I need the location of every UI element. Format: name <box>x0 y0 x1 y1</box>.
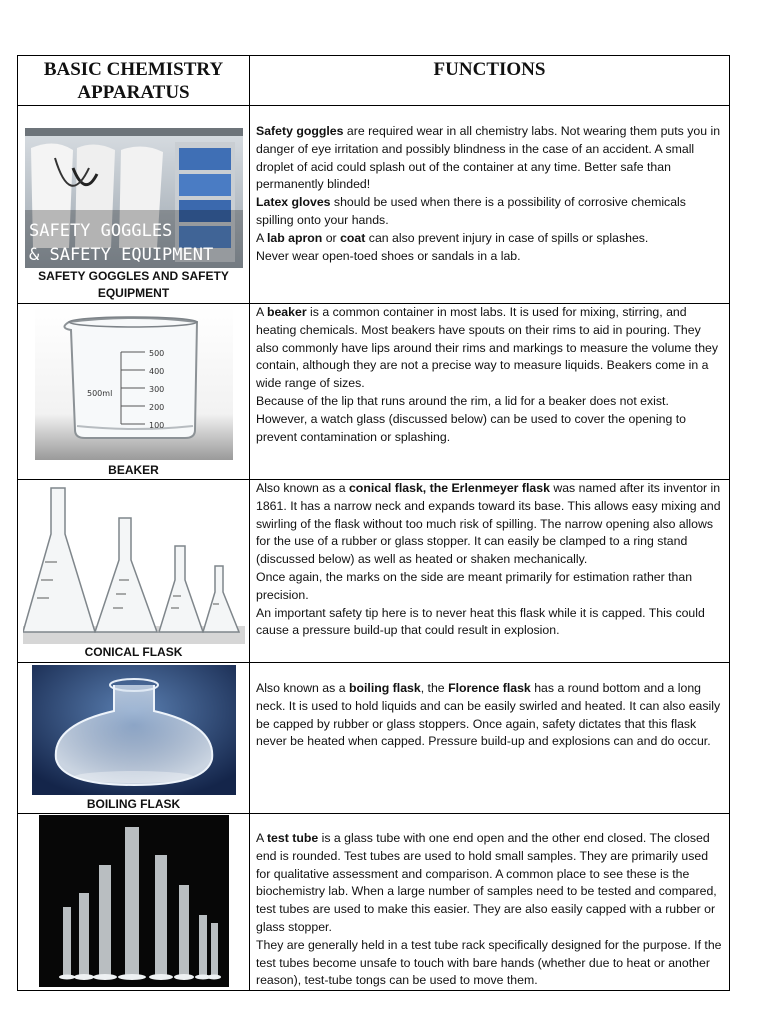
function-cell <box>250 663 730 814</box>
paragraph <box>256 480 723 569</box>
table-row <box>18 480 730 663</box>
paragraph <box>256 304 723 393</box>
text: A <box>256 831 267 845</box>
beaker-volume-label: 500ml <box>86 389 112 398</box>
text: Also known as a <box>256 481 349 495</box>
term: test tube <box>266 831 319 845</box>
safety-goggles-photo <box>25 128 243 268</box>
photo-overlay-text-1: SAFETY GOGGLES <box>28 221 172 241</box>
paragraph <box>256 830 723 937</box>
boiling-flask-photo <box>32 665 236 795</box>
apparatus-cell <box>18 304 250 480</box>
apparatus-cell <box>18 106 250 304</box>
photo-overlay-text-2: & SAFETY EQUIPMENT <box>28 245 213 265</box>
header-functions <box>250 56 730 106</box>
table-row <box>18 304 730 480</box>
description: was named after its inventor in 1861. It has a narrow neck and expands toward its base. This allows easy mixing and swirling of the flask without too much risk of spilling. The narrow opening also allows for the use of a rubber or glass stopper. It can easily be clamped to a ring stand (discussed below) as well as heated or shaken mechanically. <box>256 481 721 567</box>
paragraph: They are generally held in a test tube rack specifically designed for the purpose. If the test tubes become unsafe to touch with bare hands (whether due to heat or another reason), test-tube tongs can be used to move them. <box>256 937 722 988</box>
beaker-mark: 200 <box>148 403 164 412</box>
term: beaker <box>266 305 307 319</box>
header-apparatus-text: BASIC CHEMISTRY APPARATUS <box>43 59 224 103</box>
description: are required wear in all chemistry labs. Not wearing them puts you in danger of eye irritation and possibly blindness in the case of an accident. A small droplet of acid could splash out of the container at any time. Better safe than permanently blinded! <box>256 124 721 192</box>
paragraph: Never wear open-toed shoes or sandals in a lab. <box>256 248 521 263</box>
description: is a common container in most labs. It is used for mixing, stirring, and heating chemicals. Most beakers have spouts on their rims to aid in pouring. They also commonly have lips around their rims and markings to measure the volume they contain, although they are not a precise way to measure liquids. Beakers come in a wide range of sizes. <box>256 305 719 391</box>
description: should be used when there is a possibility of corrosive chemicals spilling onto your hands. <box>256 195 686 227</box>
term: lab apron <box>266 230 323 245</box>
text: A <box>256 305 267 319</box>
function-cell <box>250 480 730 663</box>
beaker-mark: 500 <box>148 349 164 358</box>
table-row <box>18 663 730 814</box>
test-tube-photo <box>39 815 229 987</box>
term: coat <box>340 230 366 245</box>
text: or <box>322 230 341 245</box>
function-cell <box>250 106 730 304</box>
paragraph <box>256 230 723 248</box>
header-functions-text: FUNCTIONS <box>433 59 546 80</box>
apparatus-caption: CONICAL FLASK <box>84 645 183 659</box>
description: is a glass tube with one end open and the other end closed. The closed end is rounded. Test tubes are used to hold small samples. They are primarily used for qualitative assessment and comparison. A common place to see these is the biochemistry lab. When a large number of samples need to be tested and compared, test tubes are used to make this easier. They are also easily capped with a rubber or glass stopper. <box>256 831 717 934</box>
beaker-mark: 400 <box>148 367 164 376</box>
paragraph: Because of the lip that runs around the rim, a lid for a beaker does not exist. However, a watch glass (discussed below) can be used to cover the opening to prevent contamination or splashing. <box>256 393 686 444</box>
apparatus-caption: BEAKER <box>108 463 159 477</box>
table-row <box>18 814 730 991</box>
function-cell <box>250 814 730 991</box>
paragraph: An important safety tip here is to never heat this flask while it is capped. This could cause a pressure build-up that could result in explosion. <box>256 605 705 638</box>
header-apparatus <box>18 56 250 106</box>
description: can also prevent injury in case of spills or splashes. <box>365 230 649 245</box>
beaker-mark: 300 <box>148 385 164 394</box>
apparatus-cell <box>18 814 250 991</box>
apparatus-caption: BOILING FLASK <box>86 797 181 811</box>
beaker-mark: 100 <box>148 421 164 430</box>
conical-flask-photo <box>23 484 245 644</box>
apparatus-table <box>17 55 730 991</box>
apparatus-caption: SAFETY GOGGLES AND SAFETY EQUIPMENT <box>38 269 229 300</box>
text: A <box>256 230 267 245</box>
term: Florence flask <box>448 681 531 695</box>
function-cell <box>250 304 730 480</box>
term: Safety goggles <box>256 124 344 138</box>
apparatus-cell <box>18 480 250 663</box>
paragraph <box>256 194 723 230</box>
beaker-photo <box>35 306 233 460</box>
table-row <box>18 106 730 304</box>
term: boiling flask <box>348 681 421 695</box>
paragraph <box>256 680 723 751</box>
text: Also known as a <box>256 681 349 695</box>
text: , the <box>420 681 449 695</box>
paragraph: Once again, the marks on the side are meant primarily for estimation rather than precision. <box>256 569 693 602</box>
description: has a round bottom and a long neck. It is used to hold liquids and can be easily swirled and heated. It can also easily be capped by rubber or glass stoppers. Once again, safety dictates that this flask never be heated when capped. Pressure build-up and explosions can and do occur. <box>256 681 721 749</box>
paragraph <box>256 123 723 194</box>
term: conical flask, the Erlenmeyer flask <box>348 481 550 495</box>
apparatus-cell <box>18 663 250 814</box>
header-row <box>18 56 730 106</box>
term: Latex gloves <box>256 195 331 210</box>
